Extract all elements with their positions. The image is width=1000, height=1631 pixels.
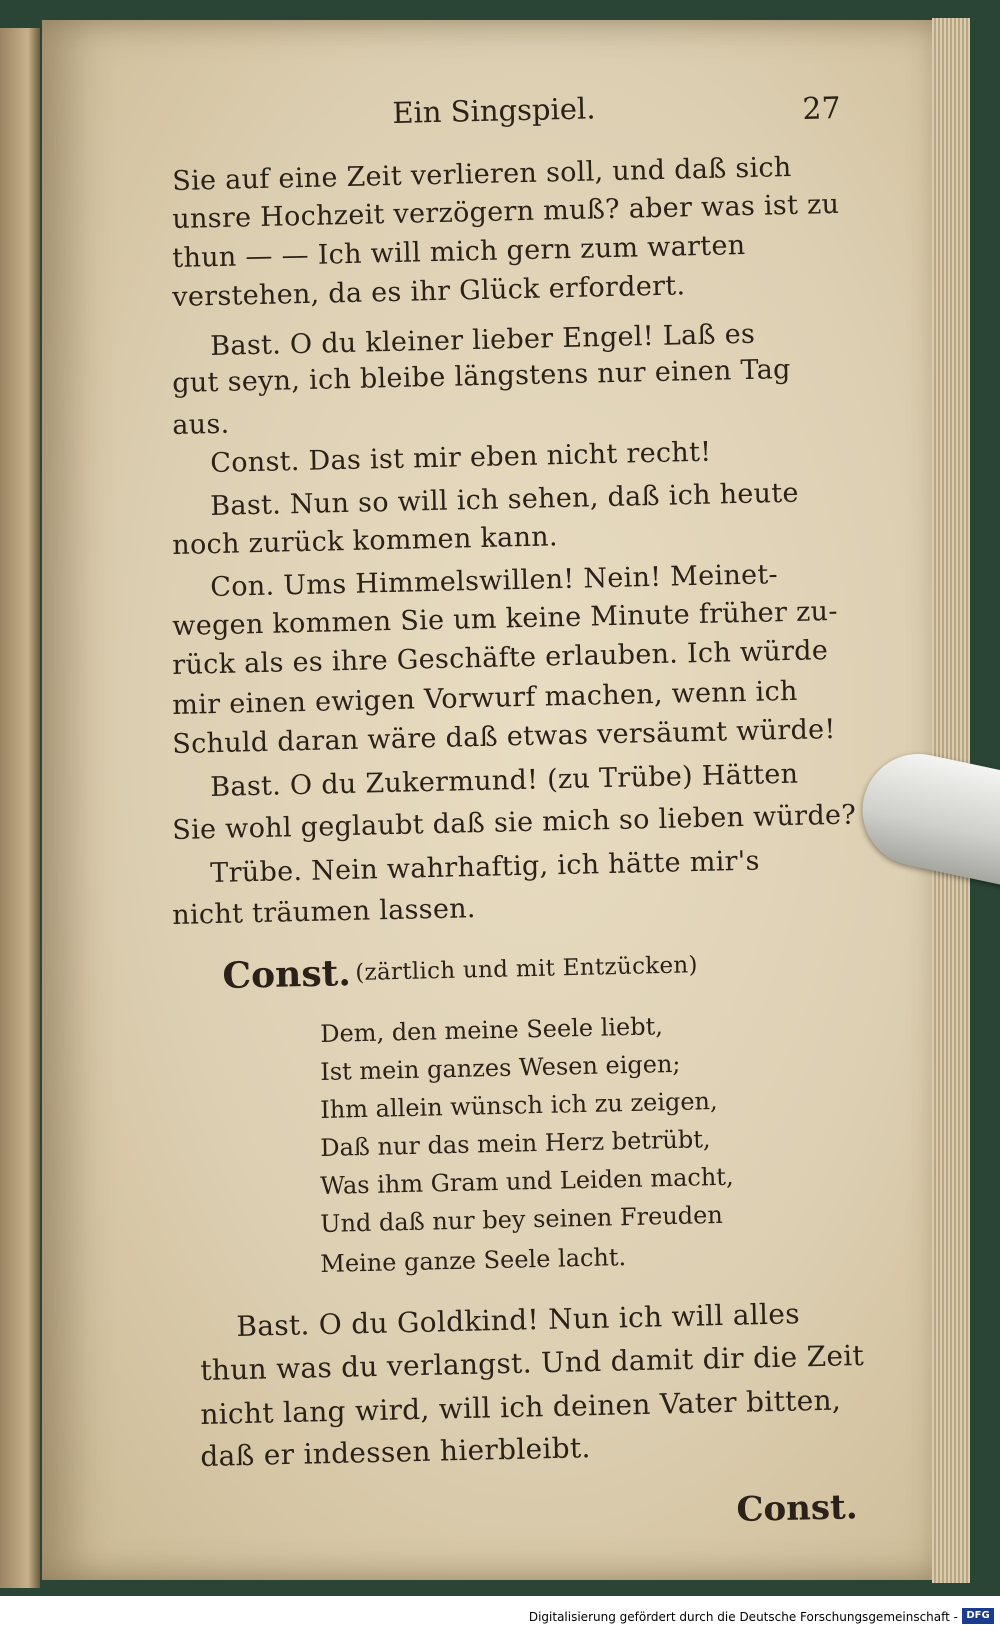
text-line: thun was du verlangst. Und damit dir die Zeit bbox=[200, 1338, 865, 1387]
text-line: Sie auf eine Zeit verlieren soll, und daß sich bbox=[172, 151, 792, 197]
verse-line: Ihm allein wünsch ich zu zeigen, bbox=[320, 1086, 718, 1124]
page-number: 27 bbox=[802, 91, 841, 127]
text-line: Const. Das ist mir eben nicht recht! bbox=[210, 436, 712, 479]
stage-direction: (zärtlich und mit Entzücken) bbox=[355, 952, 699, 986]
verse-line: Was ihm Gram und Leiden macht, bbox=[320, 1162, 734, 1200]
verse-line: Und daß nur bey seinen Freuden bbox=[320, 1200, 724, 1238]
text-line: Bast. O du Goldkind! Nun ich will alles bbox=[236, 1297, 801, 1343]
text-line: mir einen ewigen Vorwurf machen, wenn ich bbox=[172, 675, 798, 721]
text-line: Trübe. Nein wahrhaftig, ich hätte mir's bbox=[210, 845, 761, 889]
text-line: Bast. Nun so will ich sehen, daß ich heute bbox=[210, 477, 800, 522]
aria-speaker: Const. bbox=[222, 952, 352, 997]
text-line: Bast. O du kleiner lieber Engel! Laß es bbox=[210, 318, 756, 362]
text-line: verstehen, da es ihr Glück erfordert. bbox=[172, 270, 686, 313]
verse-line: Dem, den meine Seele liebt, bbox=[320, 1012, 664, 1048]
text-line: wegen kommen Sie um keine Minute früher zu- bbox=[172, 595, 839, 642]
text-line: Sie wohl geglaubt daß sie mich so lieben würde? bbox=[172, 799, 857, 846]
text-line: aus. bbox=[172, 408, 230, 441]
dfg-logo-icon: DFG bbox=[962, 1608, 994, 1624]
text-line: Bast. O du Zukermund! (zu Trübe) Hätten bbox=[210, 758, 799, 803]
text-line: Con. Ums Himmelswillen! Nein! Meinet- bbox=[210, 559, 779, 603]
text-line: nicht träumen lassen. bbox=[172, 893, 477, 931]
text-line: daß er indessen hierbleibt. bbox=[200, 1431, 591, 1473]
text-line: noch zurück kommen kann. bbox=[172, 521, 559, 561]
text-line: Schuld daran wäre daß etwas versäumt würde! bbox=[172, 713, 836, 760]
previous-page-edge bbox=[0, 28, 40, 1588]
footer-credit: Digitalisierung gefördert durch die Deutsche Forschungsgemeinschaft - bbox=[528, 1610, 958, 1624]
catchword: Const. bbox=[736, 1487, 859, 1530]
verse-line: Daß nur das mein Herz betrübt, bbox=[320, 1125, 711, 1162]
running-header: Ein Singspiel. bbox=[392, 91, 596, 130]
text-line: unsre Hochzeit verzögern muß? aber was ist zu bbox=[172, 188, 840, 235]
text-line: rück als es ihre Geschäfte erlauben. Ich würde bbox=[172, 635, 829, 681]
text-line: thun — — Ich will mich gern zum warten bbox=[172, 229, 746, 274]
verse-line: Ist mein ganzes Wesen eigen; bbox=[320, 1049, 681, 1086]
verse-line: Meine ganze Seele lacht. bbox=[320, 1243, 627, 1278]
text-line: gut seyn, ich bleibe längstens nur einen Tag bbox=[172, 353, 792, 399]
text-line: nicht lang wird, will ich deinen Vater bitten, bbox=[200, 1383, 842, 1431]
